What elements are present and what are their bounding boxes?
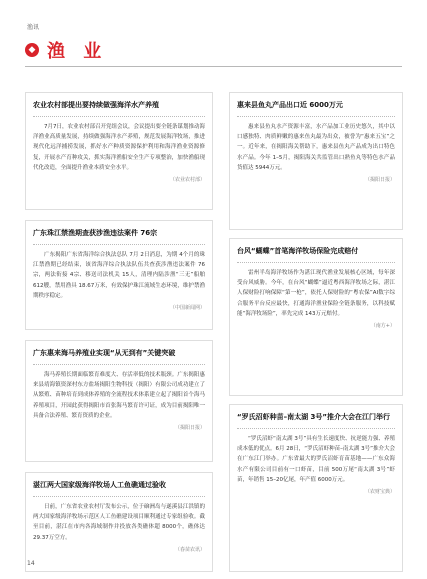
article-divider — [237, 428, 395, 429]
article-divider — [33, 364, 205, 365]
article-title: 广东珠江禁渔期查获涉渔违法案件 76宗 — [33, 229, 158, 237]
article-source: （揭阳日报） — [364, 177, 395, 184]
article-title: 惠来县鱼丸产品出口近 6000万元 — [237, 101, 343, 109]
article-body: 广东揭阳广东省海洋综合执法总队 7月 2日消息，为期 4个月的珠江禁渔期已经结束，该省海洋综合执法队伍共查获涉渔违法案件 76宗，两法衔接 4宗、移送司法机关 15人，清理内陆涉渔“三无”船舶 612艘，禁用渔具 18.67万米，有效保护珠江流域生态环境，维护禁渔期秩序稳定。 — [33, 252, 205, 299]
section-title-text: 渔 业 — [47, 41, 108, 62]
article-card — [25, 472, 213, 572]
article-source: （南方+） — [370, 323, 395, 330]
article-body: 7月7日，农业农村部召开党组会议，会议提出要全链条谋划推动海洋渔业高质量发展，持续做强海洋水产养殖，规范发展海洋牧场，推进现代化远洋捕捞发展，抓好水产种质资源保护利用和海洋渔业资源修复，开展水产育种攻关，抓实海洋渔船安全生产专项整治，加快渔船现代化改造，全面提升渔业本质安全水平。 — [33, 124, 206, 171]
article-body: 惠来县鱼丸水产资源丰富，水产品加工业历史悠久，其中以口感独特、肉质鲜嫩的惠来鱼丸最为出众，被誉为“惠来五宝”之一。近年来，在揭阳海关帮助下，惠来县鱼丸产品成为出口特色水产品。今年 1–5月，揭阳海关共监管出口熟鱼丸等特色水产品货值达 5944万元。 — [237, 124, 395, 171]
article-divider — [33, 244, 205, 245]
article-title: 农业农村部提出要持续做强海洋水产养殖 — [33, 101, 159, 109]
article-card — [229, 238, 403, 396]
article-body: “罗氏沼虾“南太湖 3号”具有生长速度快、抗逆能力强、养殖成本低的优点。6月 28日，“罗氏沼虾种苗–南太湖 3号”推介大会在广东江门举办。广东省最大的罗氏沼虾育苗基地——广东众海水产有限公司目前有一口虾苗，目前 500万尾“南太湖 3号”虾苗，年销售 15–20亿尾，年产值 6000万元。 — [237, 436, 395, 483]
article-card — [25, 340, 213, 462]
article-source: （揭阳日报） — [174, 425, 205, 432]
article-title: “罗氏沼虾种苗–南太湖 3号”推介大会在江门举行 — [237, 413, 391, 421]
article-body: 日前，广东省农业农村厅发布公示，位于硇洲岛与遂溪县江洪镇的两大国家级海洋牧场示范区人工鱼礁建设项目顺利通过专家组验收。截至目前，湛江在市内各海域制作并投放各类礁体超 8000个，礁体达 29.37万空方。 — [33, 504, 205, 541]
article-card — [229, 92, 403, 230]
article-divider — [33, 116, 205, 117]
article-card — [229, 404, 403, 572]
article-divider — [237, 116, 395, 117]
article-card — [25, 220, 213, 330]
article-title: 湛江两大国家级海洋牧场人工鱼礁通过验收 — [33, 481, 166, 489]
article-title: 台风“蝴蝶”首笔海洋牧场保险完成赔付 — [237, 247, 359, 255]
article-source: （农财宝典） — [364, 489, 395, 496]
article-body: 海马养殖长期面临繁育难度大、存活率低的技术瓶颈。广东揭阳惠来县靖海镇资深村东方盐场揭阳生物科技（揭阳）有限公司成功建立了从繁殖、苗种培育到成体养殖的全流程技术体系建立起了揭阳首个海马养殖项目，开园此获得揭阳市首张海马繁育许可证，成为目前揭阳唯一具备合法养殖、繁育资质的企业。 — [33, 372, 205, 419]
article-divider — [237, 262, 395, 263]
article-divider — [33, 496, 205, 497]
section-title — [25, 39, 107, 61]
article-card — [25, 92, 213, 210]
article-title: 广东惠来海马养殖业实现“从无到有”关键突破 — [33, 349, 176, 357]
article-source: （中国新闻网） — [169, 305, 205, 312]
page-number: 14 — [27, 560, 35, 567]
fish-icon: ◆ — [25, 43, 39, 57]
article-source: （春苗农讯） — [174, 546, 205, 553]
title-divider — [25, 66, 402, 67]
article-source: （农业农村部） — [169, 177, 205, 184]
article-body: 雷州半岛海洋牧场作为湛江现代渔业发展核心区域，每年深受台风威胁。今年，在台风“蝴蝶”逼近粤西海洋牧场之际，湛江人保财险打响保障“第一枪”，依托人保财险的“粤农保”AI数字综合服务平台反应最快，打通海洋渔业保险全链条服务，以科技赋能“海洋牧场险”，率先完成 143万元赔付。 — [237, 270, 395, 317]
header-tag: 渔讯 — [27, 24, 40, 31]
